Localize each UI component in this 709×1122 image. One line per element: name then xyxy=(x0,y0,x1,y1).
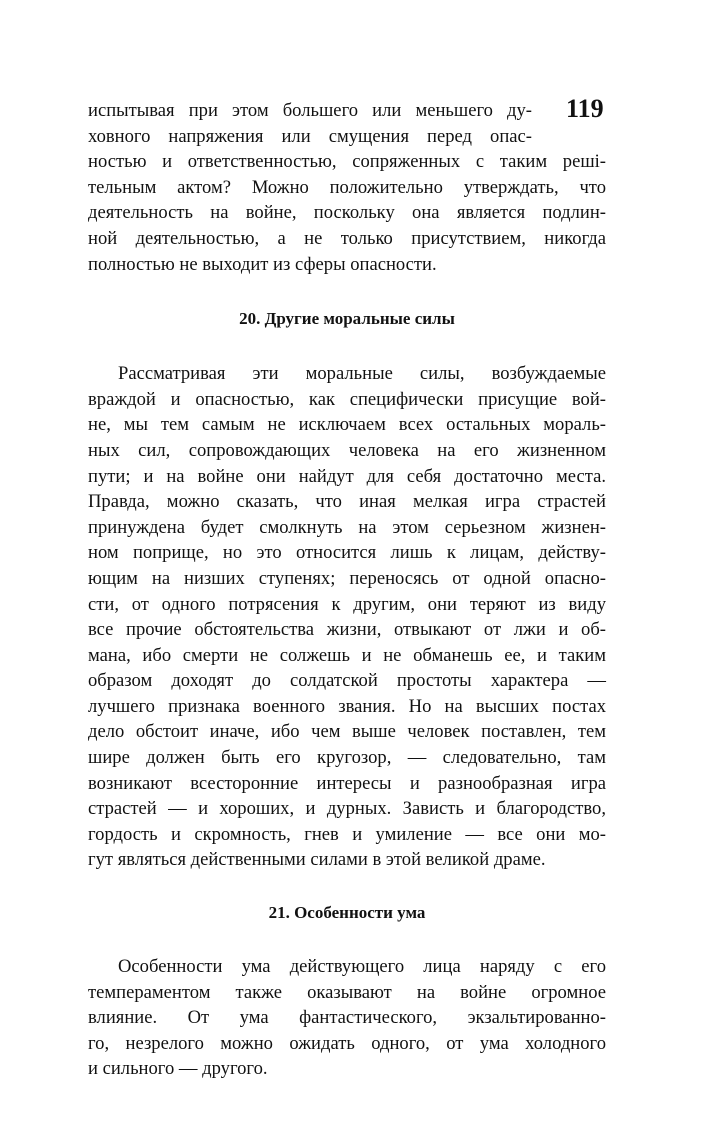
text-line: полностью не выходит из сферы опасности. xyxy=(88,253,437,275)
text-line: темпераментом также оказывают на войне огромное xyxy=(88,981,606,1003)
text-line: сти, от одного потрясения к другим, они теряют из виду xyxy=(88,593,606,615)
text-line: мана, ибо смерти не солжешь и не обманешь ее, и таким xyxy=(88,644,606,666)
text-line: пути; и на войне они найдут для себя достаточно места. xyxy=(88,465,606,487)
intro-paragraph xyxy=(88,94,606,277)
text-line: и сильного — другого. xyxy=(88,1058,268,1080)
text-line: Рассматривая эти моральные силы, возбуждаемые xyxy=(118,363,606,385)
text-line: ной деятельностью, а не только присутствием, никогда xyxy=(88,227,606,249)
text-line: ховного напряжения или смущения перед опас- xyxy=(88,125,532,147)
text-line: тельным актом? Можно положительно утверждать, что xyxy=(88,176,606,198)
text-line: ных сил, сопровождающих человека на его жизненном xyxy=(88,439,606,461)
text-line: испытывая при этом большего или меньшего ду- xyxy=(88,100,532,121)
text-line: Особенности ума действующего лица наряду с его xyxy=(118,956,606,978)
page-number: 119 xyxy=(566,94,604,123)
text-line: все прочие обстоятельства жизни, отвыкают от лжи и об- xyxy=(88,619,606,641)
text-line: шире должен быть его кругозор, — следовательно, там xyxy=(88,747,606,769)
section-heading-21: 21. Особенности ума xyxy=(268,903,426,923)
section-21-paragraph xyxy=(88,954,606,1082)
text-line: не, мы тем самым не исключаем всех остальных мораль- xyxy=(88,414,606,436)
page-content xyxy=(88,94,606,1082)
text-line: гордость и скромность, гнев и умиление — все они мо- xyxy=(88,823,606,845)
text-line: деятельность на войне, поскольку она является подлин- xyxy=(88,202,606,224)
text-line: гут являться действенными силами в этой великой драме. xyxy=(88,849,546,871)
text-line: лучшего признака военного звания. Но на высших постах xyxy=(88,695,606,717)
section-heading-20: 20. Другие моральные силы xyxy=(239,309,455,329)
text-line: го, незрелого можно ожидать одного, от ума холодного xyxy=(88,1032,606,1054)
text-line: принуждена будет смолкнуть на этом серьезном жизнен- xyxy=(88,516,606,538)
text-line: Правда, можно сказать, что иная мелкая игра страстей xyxy=(88,491,606,513)
text-line: дело обстоит иначе, ибо чем выше человек поставлен, тем xyxy=(88,721,606,743)
text-line: ном поприще, но это относится лишь к лицам, действу- xyxy=(88,542,606,564)
text-line: враждой и опасностью, как специфически присущие вой- xyxy=(88,388,606,410)
text-line: ющим на низших ступенях; переносясь от одной опасно- xyxy=(88,567,606,589)
section-20-paragraph xyxy=(88,361,606,873)
text-line: возникают всесторонние интересы и разнообразная игра xyxy=(88,772,606,794)
text-line: ностью и ответственностью, сопряженных с таким решi- xyxy=(88,151,606,173)
text-line: влияние. От ума фантастического, экзальтированно- xyxy=(88,1007,606,1029)
text-line: страстей — и хороших, и дурных. Зависть и благородство, xyxy=(88,798,606,820)
text-line: образом доходят до солдатской простоты характера — xyxy=(88,670,606,692)
